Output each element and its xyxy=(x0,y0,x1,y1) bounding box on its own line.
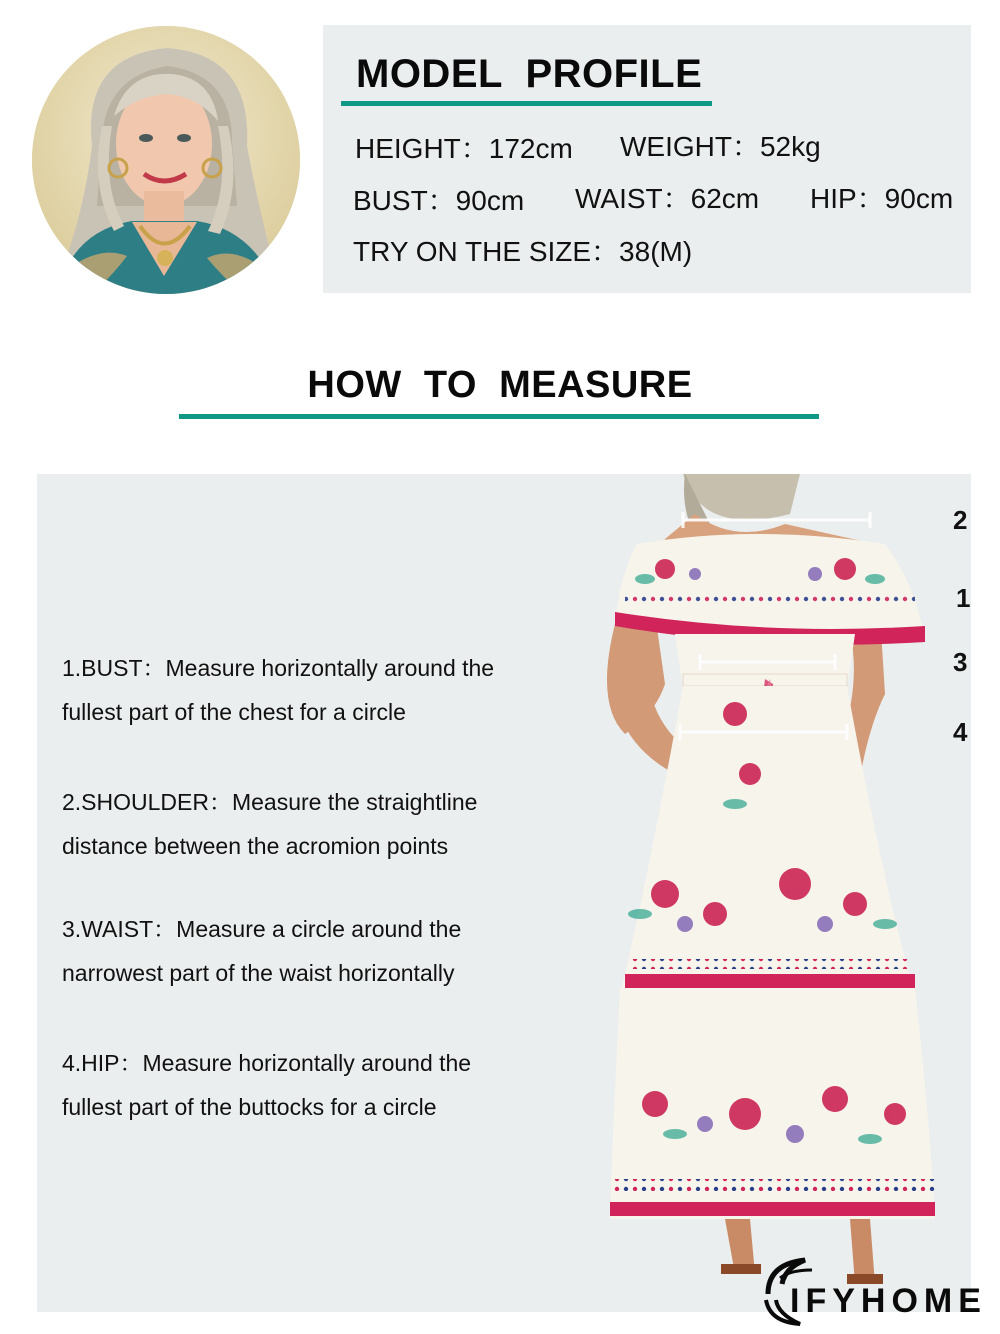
hip-stat: HIP：90cm xyxy=(810,183,954,214)
waist-marker: 3 xyxy=(953,647,968,677)
bust-instruction-line1: 1.BUST：Measure horizontally around the xyxy=(62,655,495,681)
shoulder-instruction xyxy=(62,780,582,868)
hip-instruction-line2: fullest part of the buttocks for a circle xyxy=(62,1094,437,1120)
model-avatar xyxy=(32,26,300,294)
hip-marker: 4 xyxy=(953,717,968,747)
waist-instruction xyxy=(62,907,582,995)
model-portrait-image xyxy=(32,26,300,294)
bust-marker: 1 xyxy=(956,583,971,613)
hip-instruction xyxy=(62,1041,582,1129)
shoulder-instruction-line2: distance between the acromion points xyxy=(62,833,449,859)
dress-model-photo xyxy=(585,474,945,1312)
how-to-measure-title: HOW TO MEASURE xyxy=(307,364,693,406)
try-on-size-stat: TRY ON THE SIZE：38(M) xyxy=(353,236,693,267)
shoulder-marker: 2 xyxy=(953,505,968,535)
model-profile-title: MODEL PROFILE xyxy=(356,52,703,96)
dress-illustration xyxy=(585,474,945,1312)
bust-stat: BUST：90cm xyxy=(353,185,525,216)
bust-instruction xyxy=(62,646,582,734)
how-to-measure-underline xyxy=(179,414,819,419)
hip-instruction-line1: 4.HIP：Measure horizontally around the xyxy=(62,1050,472,1076)
model-profile-underline xyxy=(341,101,712,106)
bust-instruction-line2: fullest part of the chest for a circle xyxy=(62,699,406,725)
waist-instruction-line1: 3.WAIST：Measure a circle around the xyxy=(62,916,462,942)
brand-logo-text: IFYHOME xyxy=(790,1282,987,1320)
waist-instruction-line2: narrowest part of the waist horizontally xyxy=(62,960,455,986)
weight-stat: WEIGHT：52kg xyxy=(620,131,821,162)
shoulder-instruction-line1: 2.SHOULDER：Measure the straightline xyxy=(62,789,478,815)
height-stat: HEIGHT：172cm xyxy=(355,133,573,164)
waist-stat: WAIST：62cm xyxy=(575,183,760,214)
